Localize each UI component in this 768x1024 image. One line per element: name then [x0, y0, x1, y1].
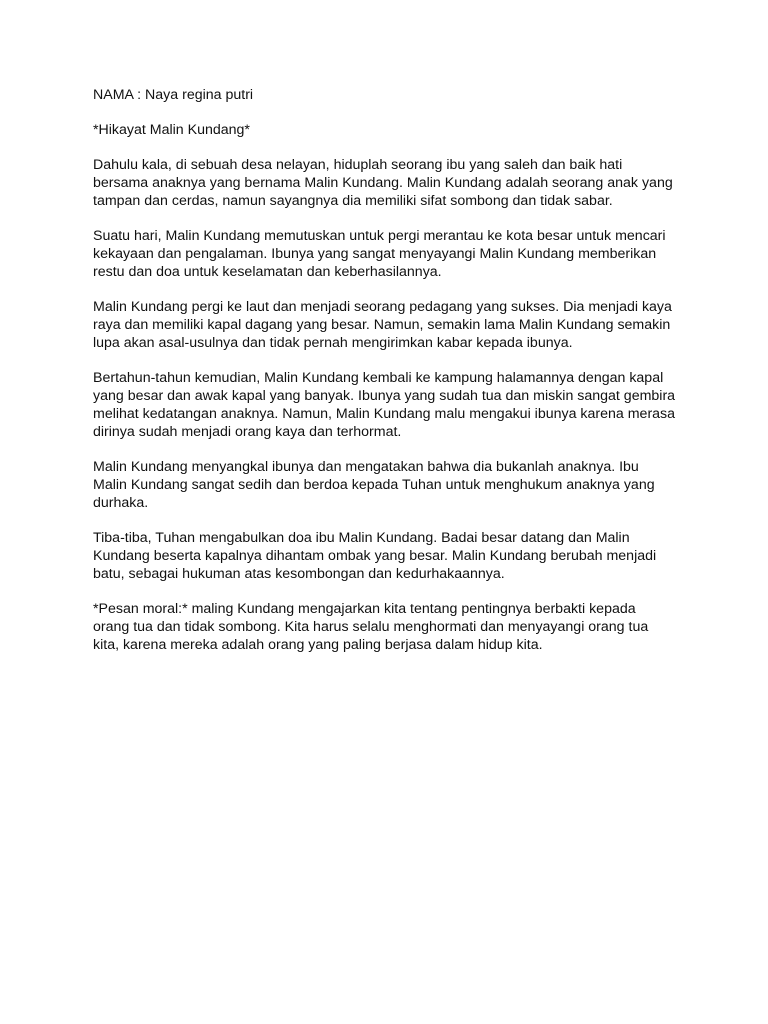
paragraph-line: durhaka. [93, 495, 149, 511]
paragraph-line: Malin Kundang sangat sedih dan berdoa kepada Tuhan untuk menghukum anaknya yang [93, 477, 655, 493]
paragraph-line: Kundang beserta kapalnya dihantam ombak yang besar. Malin Kundang berubah menjadi [93, 548, 657, 564]
paragraph-line: bersama anaknya yang bernama Malin Kundang. Malin Kundang adalah seorang anak yang [93, 175, 673, 191]
paragraph-line: dirinya sudah menjadi orang kaya dan terhormat. [93, 424, 402, 440]
story-paragraph [93, 298, 693, 352]
paragraph-line: *Pesan moral:* maling Kundang mengajarkan kita tentang pentingnya berbakti kepada [93, 601, 636, 617]
story-paragraph [93, 156, 693, 210]
paragraph-line: Suatu hari, Malin Kundang memutuskan untuk pergi merantau ke kota besar untuk mencari [93, 228, 666, 244]
paragraph-line: Malin Kundang menyangkal ibunya dan mengatakan bahwa dia bukanlah anaknya. Ibu [93, 459, 639, 475]
paragraph-line: batu, sebagai hukuman atas kesombongan dan kedurhakaannya. [93, 566, 505, 582]
name-line [93, 86, 693, 104]
name-text: NAMA : Naya regina putri [93, 87, 254, 103]
paragraph-line: Malin Kundang pergi ke laut dan menjadi seorang pedagang yang sukses. Dia menjadi kaya [93, 299, 672, 315]
paragraph-line: Dahulu kala, di sebuah desa nelayan, hiduplah seorang ibu yang saleh dan baik hati [93, 157, 623, 173]
story-paragraph [93, 369, 693, 441]
paragraph-line: Tiba-tiba, Tuhan mengabulkan doa ibu Malin Kundang. Badai besar datang dan Malin [93, 530, 630, 546]
paragraph-line: yang besar dan awak kapal yang banyak. Ibunya yang sudah tua dan miskin sangat gembira [93, 388, 676, 404]
paragraph-line: lupa akan asal-usulnya dan tidak pernah mengirimkan kabar kepada ibunya. [93, 335, 573, 351]
document-body [93, 86, 693, 654]
paragraph-line: raya dan memiliki kapal dagang yang besar. Namun, semakin lama Malin Kundang semakin [93, 317, 671, 333]
story-paragraph [93, 529, 693, 583]
story-paragraph [93, 227, 693, 281]
paragraph-line: Bertahun-tahun kemudian, Malin Kundang kembali ke kampung halamannya dengan kapal [93, 370, 664, 386]
title-text: *Hikayat Malin Kundang* [93, 122, 250, 138]
paragraph-line: tampan dan cerdas, namun sayangnya dia memiliki sifat sombong dan tidak sabar. [93, 193, 613, 209]
story-paragraph [93, 458, 693, 512]
paragraph-line: restu dan doa untuk keselamatan dan keberhasilannya. [93, 264, 442, 280]
paragraph-line: kekayaan dan pengalaman. Ibunya yang sangat menyayangi Malin Kundang memberikan [93, 246, 657, 262]
document-title [93, 121, 693, 139]
paragraph-line: kita, karena mereka adalah orang yang paling berjasa dalam hidup kita. [93, 637, 543, 653]
paragraph-line: melihat kedatangan anaknya. Namun, Malin Kundang malu mengakui ibunya karena merasa [93, 406, 676, 422]
paragraph-line: orang tua dan tidak sombong. Kita harus selalu menghormati dan menyayangi orang tua [93, 619, 649, 635]
moral-paragraph [93, 600, 693, 654]
